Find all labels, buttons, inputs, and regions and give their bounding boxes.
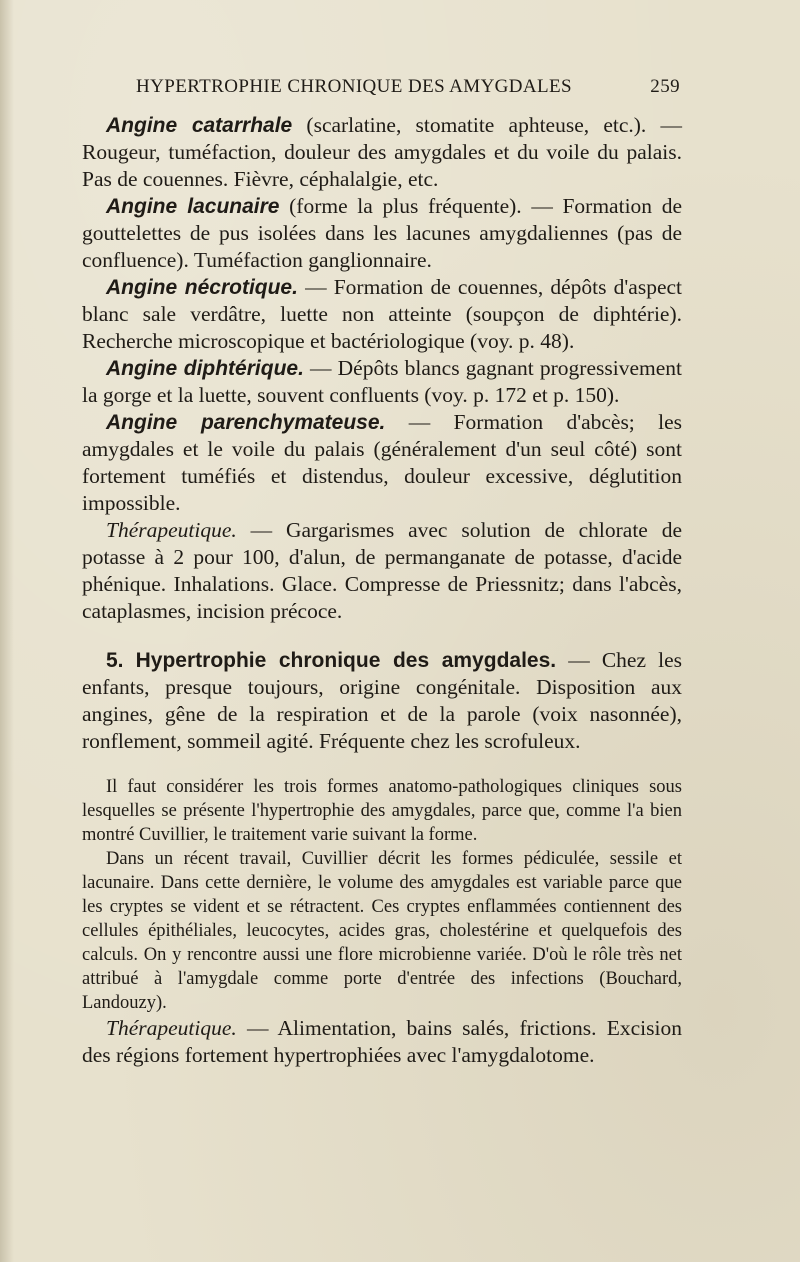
paragraph-text: — Formation de couennes, dépôts d'aspect blanc sale verdâtre, luette non atteinte (soupçon de diphtérie). Recherche microscopique et bactériologique (voy. p. 48). xyxy=(82,275,683,353)
page-number: 259 xyxy=(650,76,680,97)
section-title: Hypertrophie chronique des amygdales. xyxy=(135,649,557,672)
term-angine-necrotique: Angine nécrotique. xyxy=(106,276,298,299)
paragraph-therapeutique-angines xyxy=(82,517,682,625)
label-therapeutique-final: Thérapeutique. xyxy=(106,1016,237,1040)
term-angine-diphterique: Angine diphtérique. xyxy=(106,357,304,380)
label-therapeutique: Thérapeutique. xyxy=(106,518,237,542)
paragraph-text: (scarlatine, stomatite aphteuse, etc.). — Rougeur, tuméfaction, douleur des amygdales et du voile du palais. Pas de couennes. Fièvre, céphalalgie, etc. xyxy=(82,113,682,191)
small-print-block xyxy=(82,775,682,1015)
paragraph-therapeutique-hypertrophie xyxy=(82,1015,682,1069)
paragraph-text: — Formation d'abcès; les amygdales et le voile du palais (généralement d'un seul côté) sont fortement tuméfiés et distendus, douleur excessive, déglutition impossible. xyxy=(82,410,682,515)
page-body xyxy=(82,112,682,1069)
paragraph-angine-necrotique xyxy=(82,274,682,355)
paragraph-text: — Gargarismes avec solution de chlorate de potasse à 2 pour 100, d'alun, de permanganate de potasse, d'acide phénique. Inhalations. Glace. Compresse de Priessnitz; dans l'abcès, cataplasmes, incision précoce. xyxy=(82,518,682,623)
paragraph-text: — Alimentation, bains salés, frictions. Excision des régions fortement hypertrophiées avec l'amygdalotome. xyxy=(82,1016,682,1067)
paragraph-text: (forme la plus fréquente). — Formation de gouttelettes de pus isolées dans les lacunes amygdaliennes (pas de confluence). Tuméfaction ganglionnaire. xyxy=(82,194,682,272)
paragraph-angine-catarrhale xyxy=(82,112,682,193)
term-angine-catarrhale: Angine catarrhale xyxy=(106,114,293,137)
term-angine-lacunaire: Angine lacunaire xyxy=(106,195,280,218)
small-paragraph-formes: Il faut considérer les trois formes anatomo-pathologiques cliniques sous lesquelles se présente l'hypertrophie des amygdales, parce que, comme l'a bien montré Cuvillier, le traitement varie suivant la forme. xyxy=(82,777,682,845)
section-hypertrophie-chronique xyxy=(82,647,682,755)
paragraph-angine-lacunaire xyxy=(82,193,682,274)
running-title: HYPERTROPHIE CHRONIQUE DES AMYGDALES xyxy=(136,76,573,97)
section-text: — Chez les enfants, presque toujours, origine congénitale. Disposition aux angines, gêne de la respiration et de la parole (voix nasonnée), ronflement, sommeil agité. Fréquente chez les scrofuleux. xyxy=(82,648,682,753)
paragraph-angine-parenchymateuse xyxy=(82,409,682,517)
term-angine-parenchymateuse: Angine parenchymateuse. xyxy=(106,411,386,434)
running-header xyxy=(78,74,684,104)
page-gutter-shadow xyxy=(0,0,14,1262)
paragraph-angine-diphterique xyxy=(82,355,682,409)
small-paragraph-cuvillier: Dans un récent travail, Cuvillier décrit les formes pédiculée, sessile et lacunaire. Dans cette dernière, le volume des amygdales est variable parce que les cryptes se vident et se rétractent. Ces cryptes enflammées contiennent des cellules épithéliales, leucocytes, acides gras, cholestérine et quelquefois des calculs. On y rencontre aussi une flore microbienne variée. D'où le rôle très net attribué à l'amygdale comme porte d'entrée des infections (Bouchard, Landouzy). xyxy=(82,849,682,1013)
paragraph-text: — Dépôts blancs gagnant progressivement la gorge et la luette, souvent confluents (voy. p. 172 et p. 150). xyxy=(82,356,682,407)
section-number: 5. xyxy=(106,649,124,672)
